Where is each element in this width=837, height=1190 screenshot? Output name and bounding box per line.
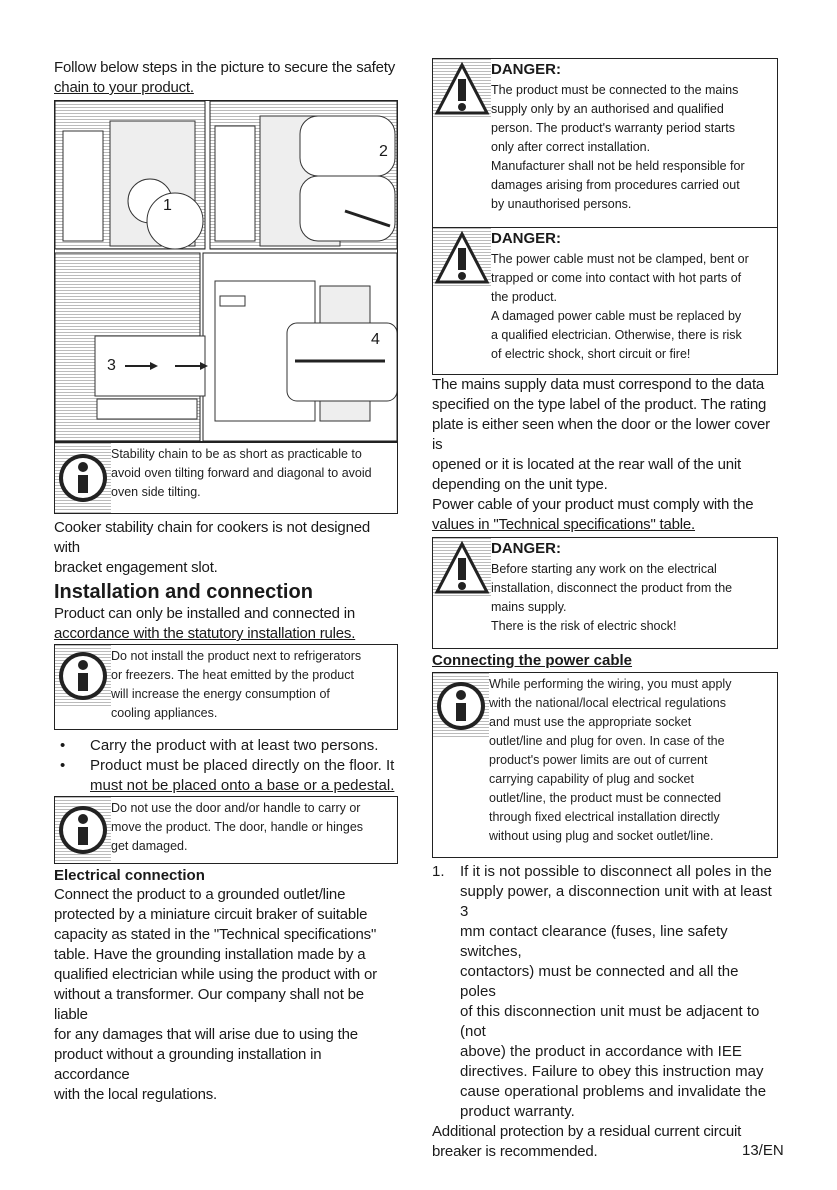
item-line: product warranty. <box>460 1103 575 1120</box>
note-line: outlet/line, the product must be connected <box>489 791 722 805</box>
step-label-1: 1 <box>163 197 172 214</box>
info-note-stability <box>54 442 398 514</box>
elec-text: table. Have the grounding installation made by a <box>54 946 366 963</box>
item-line: directives. Failure to obey this instruction may <box>460 1063 764 1080</box>
danger-line: mains supply. <box>491 600 567 614</box>
danger-title: DANGER: <box>491 61 561 78</box>
power-cable-heading: Connecting the power cable <box>432 652 633 669</box>
info-icon <box>55 797 111 863</box>
right-column <box>432 58 778 1162</box>
page-number: 13/EN <box>742 1142 784 1159</box>
note-line: Stability chain to be as short as practicable to <box>111 447 362 461</box>
danger-line: damages arising from procedures carried out <box>491 178 740 192</box>
note-line: will increase the energy consumption of <box>111 687 330 701</box>
numbered-item <box>432 862 778 1122</box>
install-text-1: Product can only be installed and connected in <box>54 605 356 622</box>
danger-line: Manufacturer shall not be held responsible for <box>491 159 745 173</box>
note-line: move the product. The door, handle or hinges <box>111 820 364 834</box>
note-line: and must use the appropriate socket <box>489 715 692 729</box>
danger-title: DANGER: <box>491 540 561 557</box>
item-line: mm contact clearance (fuses, line safety switches, <box>460 923 728 960</box>
intro-line-1: Follow below steps in the picture to secure the safety <box>54 59 396 76</box>
danger-line: a qualified electrician. Otherwise, there is risk <box>491 328 742 342</box>
note-line: carrying capability of plug and socket <box>489 772 694 786</box>
info-note-wiring <box>432 672 778 858</box>
item-line: contactors) must be connected and all the poles <box>460 963 739 1000</box>
bullet-item: • Product must be placed directly on the floor. It <box>54 756 398 776</box>
intro-line-2: chain to your product. <box>54 79 194 96</box>
mains-text: Power cable of your product must comply with the <box>432 496 754 513</box>
item-line: cause operational problems and invalidate the <box>460 1083 767 1100</box>
bullet-item: • Carry the product with at least two persons. <box>54 736 398 756</box>
elec-text: with the local regulations. <box>54 1086 218 1103</box>
elec-text: without a transformer. Our company shall not be liable <box>54 986 364 1023</box>
note-line: without using plug and socket outlet/line. <box>489 829 714 843</box>
note-line: Do not install the product next to refrigerators <box>111 649 362 663</box>
note-line: Do not use the door and/or handle to carry or <box>111 801 361 815</box>
note-line: product's power limits are out of current <box>489 753 708 767</box>
danger-line: the product. <box>491 290 558 304</box>
warning-triangle-icon <box>433 228 491 374</box>
note-line: or freezers. The heat emitted by the product <box>111 668 354 682</box>
rcd-text: Additional protection by a residual current circuit <box>432 1123 742 1140</box>
item-line: above) the product in accordance with IEE <box>460 1043 742 1060</box>
cooker-note-line-1: Cooker stability chain for cookers is not designed with <box>54 519 371 556</box>
danger-line: only after correct installation. <box>491 140 651 154</box>
info-note-door-handle <box>54 796 398 864</box>
mains-text: specified on the type label of the product. The rating <box>432 396 767 413</box>
install-heading: Installation and connection <box>54 581 313 603</box>
note-line: oven side tilting. <box>111 485 201 499</box>
danger-line: installation, disconnect the product from the <box>491 581 733 595</box>
elec-text: for any damages that will arise due to using the <box>54 1026 358 1043</box>
step-label-2: 2 <box>379 143 388 160</box>
danger-line: trapped or come into contact with hot parts of <box>491 271 742 285</box>
danger-box-disconnect <box>432 537 778 649</box>
elec-text: product without a grounding installation in accordance <box>54 1046 322 1083</box>
warning-triangle-icon <box>433 59 491 227</box>
note-line: While performing the wiring, you must apply <box>489 677 732 691</box>
safety-chain-illustration <box>55 101 397 441</box>
note-line: get damaged. <box>111 839 188 853</box>
danger-line: The power cable must not be clamped, bent or <box>491 252 749 266</box>
cooker-note-line-2: bracket engagement slot. <box>54 559 218 576</box>
mains-text: The mains supply data must correspond to the data <box>432 376 765 393</box>
info-icon <box>433 673 489 857</box>
info-icon <box>55 645 111 729</box>
elec-text: Connect the product to a grounded outlet/line <box>54 886 346 903</box>
numbered-list <box>432 862 778 1122</box>
info-note-refrigerator <box>54 644 398 730</box>
safety-chain-figure <box>54 100 398 442</box>
note-line: through fixed electrical installation directly <box>489 810 720 824</box>
danger-line: by unauthorised persons. <box>491 197 632 211</box>
bullet-item-cont: must not be placed onto a base or a pedestal. <box>90 777 395 794</box>
mains-text: values in "Technical specifications" table. <box>432 516 696 533</box>
install-text-2: accordance with the statutory installation rules. <box>54 625 356 642</box>
warning-triangle-icon <box>433 538 491 648</box>
danger-line: A damaged power cable must be replaced by <box>491 309 742 323</box>
danger-line: person. The product's warranty period starts <box>491 121 735 135</box>
note-line: avoid oven tilting forward and diagonal to avoid <box>111 466 372 480</box>
item-line: If it is not possible to disconnect all poles in the <box>460 863 772 880</box>
note-line: cooling appliances. <box>111 706 218 720</box>
danger-line: The product must be connected to the mains <box>491 83 739 97</box>
carry-bullets <box>54 736 398 796</box>
zoom-circle-1 <box>147 193 203 249</box>
elec-heading: Electrical connection <box>54 867 205 884</box>
item-line: supply power, a disconnection unit with at least 3 <box>460 883 772 920</box>
danger-title: DANGER: <box>491 230 561 247</box>
mains-text: opened or it is located at the rear wall of the unit <box>432 456 741 473</box>
step-label-3: 3 <box>107 357 116 374</box>
note-line: outlet/line and plug for oven. In case of the <box>489 734 725 748</box>
danger-line: of electric shock, short circuit or fire! <box>491 347 691 361</box>
mains-text: plate is either seen when the door or the lower cover is <box>432 416 770 453</box>
item-number: 1. <box>432 863 445 880</box>
item-line: of this disconnection unit must be adjacent to (not <box>460 1003 760 1040</box>
danger-box-power-cable <box>432 228 778 375</box>
zoom-circle-2b <box>300 176 395 241</box>
mains-text: depending on the unit type. <box>432 476 608 493</box>
danger-line: Before starting any work on the electrical <box>491 562 717 576</box>
note-line: with the national/local electrical regulations <box>489 696 726 710</box>
rcd-text: breaker is recommended. <box>432 1143 598 1160</box>
step-label-4: 4 <box>371 331 380 348</box>
left-column <box>54 58 398 1105</box>
elec-text: protected by a miniature circuit braker of suitable <box>54 906 368 923</box>
danger-line: supply only by an authorised and qualified <box>491 102 724 116</box>
elec-text: qualified electrician while using the product with or <box>54 966 377 983</box>
info-icon <box>55 443 111 513</box>
danger-box-authorised <box>432 58 778 228</box>
danger-line: There is the risk of electric shock! <box>491 619 677 633</box>
elec-text: capacity as stated in the "Technical specifications" <box>54 926 377 943</box>
